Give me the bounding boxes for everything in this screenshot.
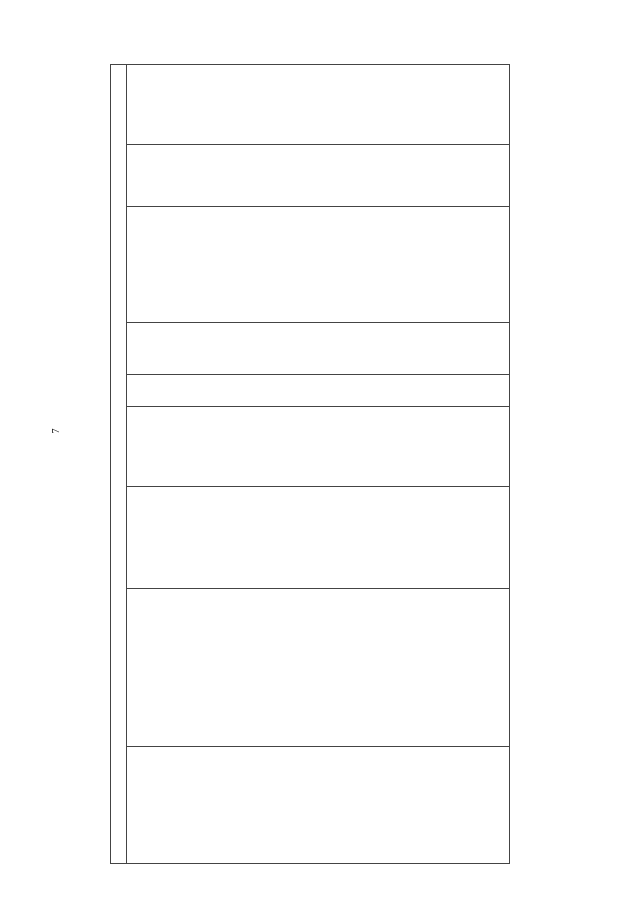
col-divider-4	[126, 374, 510, 375]
col-divider-8	[126, 746, 510, 747]
col-divider-1	[126, 144, 510, 145]
table-border-right	[509, 64, 510, 864]
col-divider-6	[126, 486, 510, 487]
page-number: 7	[51, 428, 62, 434]
table-border-left	[110, 64, 111, 864]
col-divider-5	[126, 406, 510, 407]
col-divider-3	[126, 322, 510, 323]
col-divider-2	[126, 206, 510, 207]
table-border-top	[110, 64, 510, 65]
program-table	[110, 64, 510, 864]
table-border-bottom	[110, 863, 510, 864]
col-divider-7	[126, 588, 510, 589]
row-divider	[126, 64, 127, 864]
